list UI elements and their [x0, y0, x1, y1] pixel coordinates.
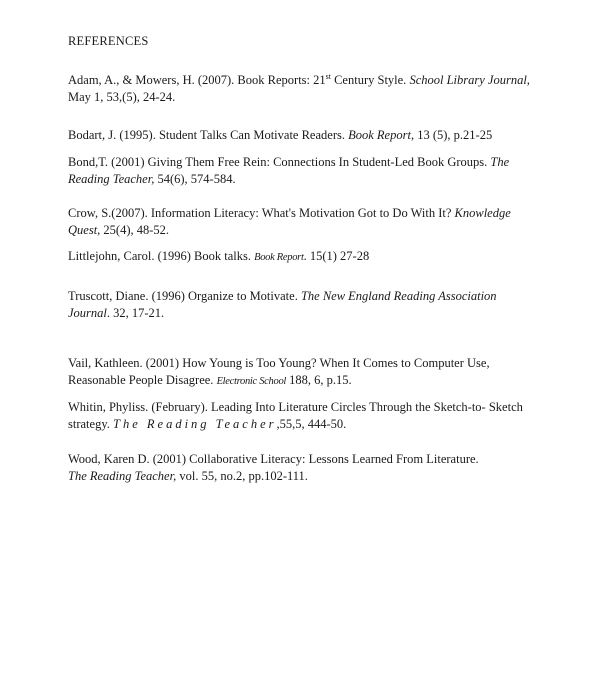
reference-line: Bond,T. (2001) Giving Them Free Rein: Connections In Student-Led Book Groups. The [68, 155, 510, 169]
reference-entry [68, 154, 538, 188]
reference-line: Adam, A., & Mowers, H. (2007). Book Reports: 21st Century Style. School Library Journal, [68, 72, 530, 87]
reference-line: May 1, 53,(5), 24-24. [68, 90, 176, 104]
reference-line: Littlejohn, Carol. (1996) Book talks. Book Report. 15(1) 27-28 [68, 249, 370, 263]
reference-entry [68, 355, 538, 390]
reference-entry [68, 288, 538, 322]
reference-entry [68, 248, 538, 266]
reference-line: The Reading Teacher, vol. 55, no.2, pp.102-111. [68, 469, 308, 483]
reference-line: Crow, S.(2007). Information Literacy: What's Motivation Got to Do With It? Knowledge [68, 206, 511, 220]
reference-line: Bodart, J. (1995). Student Talks Can Motivate Readers. Book Report, 13 (5), p.21-25 [68, 128, 493, 142]
reference-entry [68, 127, 538, 144]
reference-line: Whitin, Phyliss. (February). Leading Into Literature Circles Through the Sketch-to- Sketch [68, 400, 523, 414]
reference-line: Vail, Kathleen. (2001) How Young is Too Young? When It Comes to Computer Use, [68, 356, 490, 370]
reference-line: Journal. 32, 17-21. [68, 306, 165, 320]
reference-line: Reading Teacher, 54(6), 574-584. [68, 172, 236, 186]
reference-line: Wood, Karen D. (2001) Collaborative Literacy: Lessons Learned From Literature. [68, 452, 479, 466]
reference-line: Quest, 25(4), 48-52. [68, 223, 170, 237]
reference-line: strategy. The Reading Teacher,55,5, 444-50. [68, 417, 347, 431]
references-heading: REFERENCES [68, 34, 149, 48]
reference-entry [68, 451, 538, 485]
reference-entry [68, 205, 538, 239]
reference-entry [68, 72, 538, 106]
reference-entry [68, 399, 538, 433]
reference-line: Truscott, Diane. (1996) Organize to Motivate. The New England Reading Association [68, 289, 497, 303]
reference-line: Reasonable People Disagree. Electronic School 188, 6, p.15. [68, 373, 352, 387]
